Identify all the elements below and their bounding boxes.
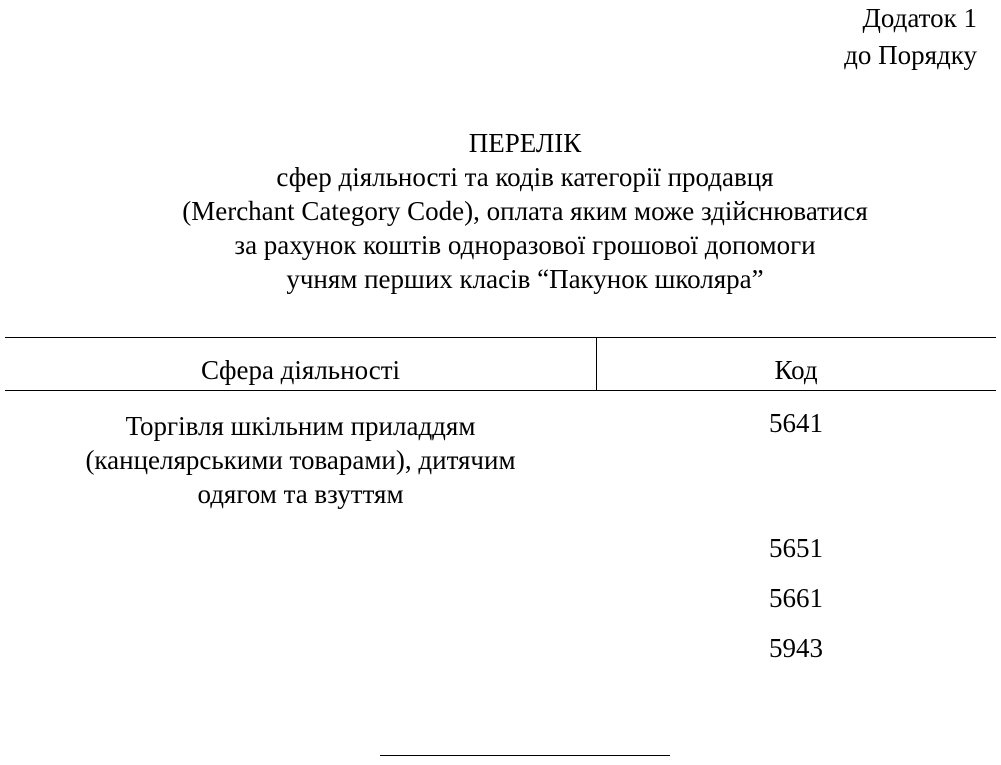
activity-code-table: [5, 337, 996, 663]
document-title: [0, 126, 1001, 296]
table-header-row: [5, 337, 996, 391]
activity-line-2: (канцелярськими товарами), дитячим: [85, 445, 516, 475]
activity-line-3: одягом та взуттям: [197, 479, 404, 509]
header-code: Код: [774, 355, 818, 385]
activity-line-1: Торгівля шкільним приладдям: [125, 411, 476, 441]
header-activity: Сфера діяльності: [200, 355, 401, 385]
table-row-activity: [5, 409, 596, 511]
title-line-4: учням перших класів “Пакунок школяра”: [286, 264, 764, 294]
title-line-3: за рахунок коштів одноразової грошової допомоги: [234, 230, 816, 260]
closing-rule: [380, 755, 670, 756]
title-line-2: (Merchant Category Code), оплата яким може здійснюватися: [182, 196, 868, 226]
title-line-1: сфер діяльності та кодів категорії продавця: [276, 162, 774, 192]
appendix-label: [844, 0, 977, 74]
code-cell: 5651: [769, 533, 823, 563]
code-cell: 5641: [769, 408, 823, 438]
appendix-number: Додаток 1: [862, 3, 977, 33]
code-cell: 5943: [769, 633, 823, 663]
title-heading: ПЕРЕЛІК: [468, 128, 582, 158]
code-cell: 5661: [769, 583, 823, 613]
appendix-reference: до Порядку: [844, 40, 977, 70]
